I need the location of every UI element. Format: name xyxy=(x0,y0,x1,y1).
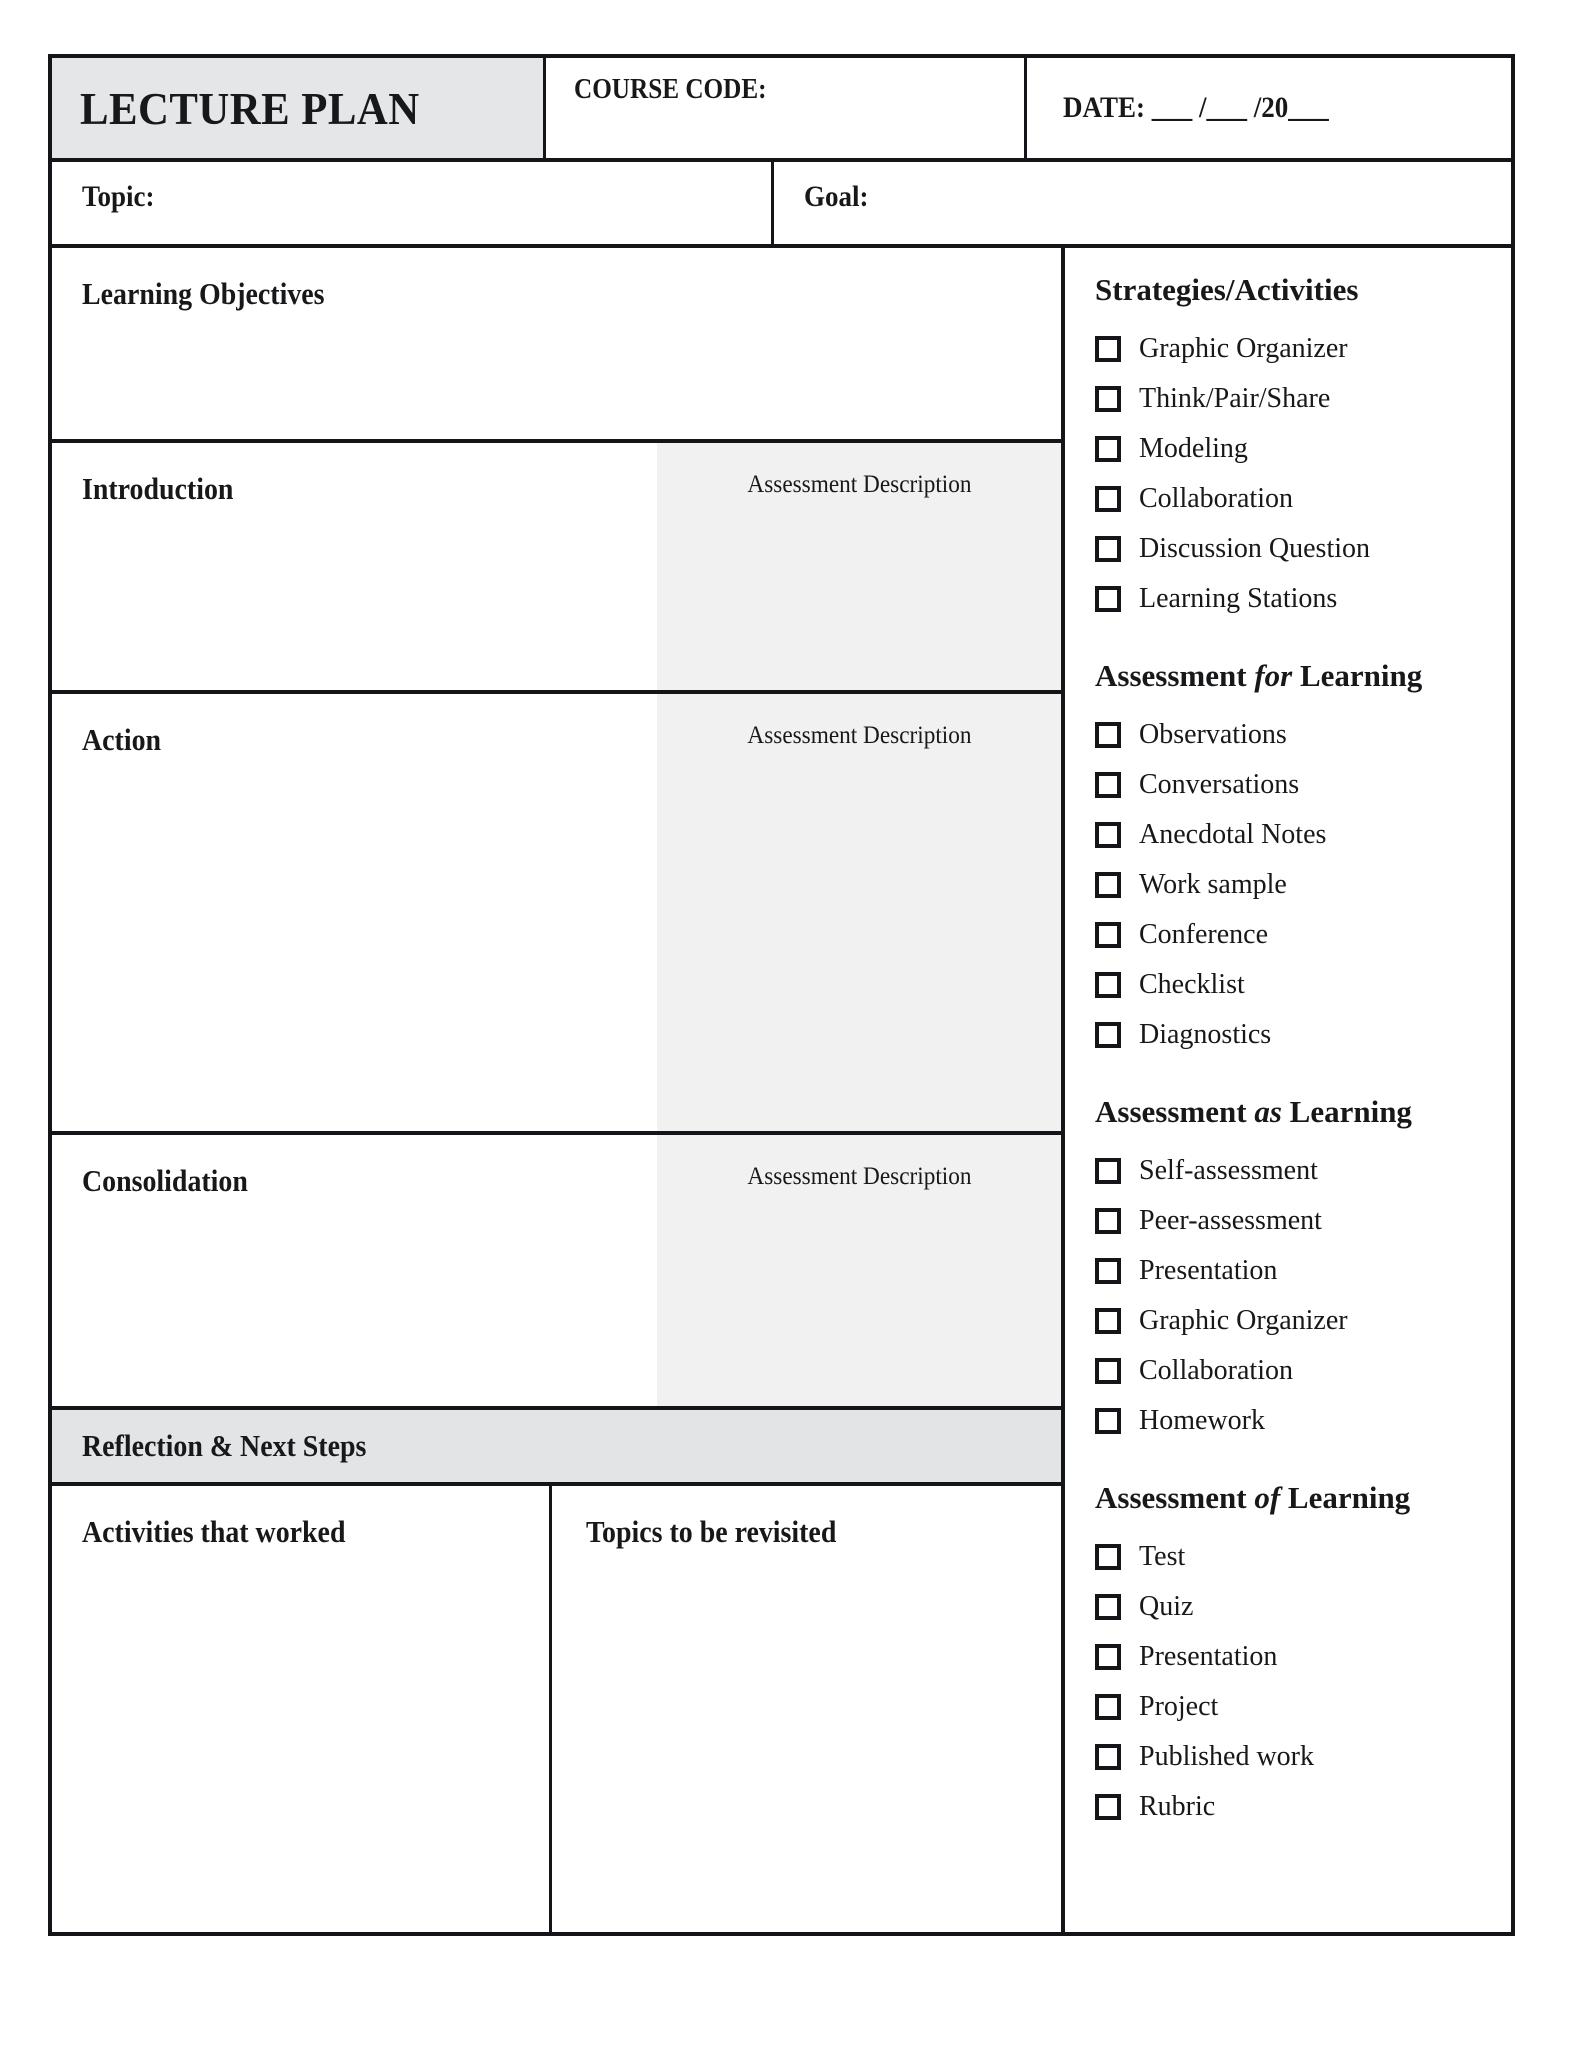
action-assessment-field[interactable] xyxy=(657,694,1061,1131)
section-action xyxy=(52,694,1061,1135)
checklist-item[interactable] xyxy=(1095,1732,1511,1782)
section-learning-objectives xyxy=(52,248,1061,443)
checklist-item[interactable] xyxy=(1095,424,1511,474)
checklist-item-label: Modeling xyxy=(1139,433,1248,464)
checkbox-icon[interactable] xyxy=(1095,1208,1121,1234)
checkbox-icon[interactable] xyxy=(1095,586,1121,612)
topics-to-be-revisited-field[interactable] xyxy=(552,1486,1061,1932)
introduction-assessment-label: Assessment Description xyxy=(746,471,972,498)
checklist-item-label: Collaboration xyxy=(1139,1355,1293,1386)
checklist-item[interactable] xyxy=(1095,474,1511,524)
checklist-item-label: Anecdotal Notes xyxy=(1139,819,1327,850)
checkbox-icon[interactable] xyxy=(1095,1308,1121,1334)
checklist-item-label: Presentation xyxy=(1139,1641,1278,1672)
action-assessment-label: Assessment Description xyxy=(746,722,972,749)
checklist-item[interactable] xyxy=(1095,374,1511,424)
assessment-of-learning-title: Assessment of Learning xyxy=(1095,1480,1411,1515)
checkbox-icon[interactable] xyxy=(1095,336,1121,362)
checklist-item[interactable] xyxy=(1095,710,1511,760)
checklist-item-label: Graphic Organizer xyxy=(1139,333,1348,364)
checkbox-icon[interactable] xyxy=(1095,872,1121,898)
checklist-item[interactable] xyxy=(1095,1582,1511,1632)
checkbox-icon[interactable] xyxy=(1095,486,1121,512)
date-cell[interactable] xyxy=(1027,58,1511,158)
checkbox-icon[interactable] xyxy=(1095,1544,1121,1570)
checkbox-icon[interactable] xyxy=(1095,772,1121,798)
checklist-item[interactable] xyxy=(1095,760,1511,810)
checkbox-icon[interactable] xyxy=(1095,922,1121,948)
course-code-cell[interactable] xyxy=(546,58,1027,158)
checklist-item-label: Work sample xyxy=(1139,869,1287,900)
learning-objectives-heading: Learning Objectives xyxy=(82,276,325,311)
checklist-item[interactable] xyxy=(1095,1532,1511,1582)
checkbox-icon[interactable] xyxy=(1095,1408,1121,1434)
date-label: DATE: ___ /___ /20___ xyxy=(1063,91,1329,124)
section-introduction xyxy=(52,443,1061,694)
checkbox-icon[interactable] xyxy=(1095,1644,1121,1670)
checklist-item-label: Published work xyxy=(1139,1741,1314,1772)
checklist-group-strategies xyxy=(1095,272,1511,624)
checklist-item[interactable] xyxy=(1095,1396,1511,1446)
checklist-item-label: Presentation xyxy=(1139,1255,1278,1286)
topic-goal-row xyxy=(52,162,1511,248)
checklist-group-assessment-as-learning xyxy=(1095,1094,1511,1446)
checkbox-icon[interactable] xyxy=(1095,722,1121,748)
course-code-label: COURSE CODE: xyxy=(574,74,767,105)
lecture-plan-form xyxy=(48,54,1515,1936)
assessment-for-learning-title: Assessment for Learning xyxy=(1095,658,1423,693)
checklist-item[interactable] xyxy=(1095,1682,1511,1732)
checklist-item[interactable] xyxy=(1095,1632,1511,1682)
checklist-item-label: Collaboration xyxy=(1139,483,1293,514)
checklist-item-label: Checklist xyxy=(1139,969,1245,1000)
form-title-cell xyxy=(52,58,546,158)
plan-sections-column xyxy=(52,248,1065,1932)
checklist-item[interactable] xyxy=(1095,574,1511,624)
goal-label: Goal: xyxy=(804,180,869,213)
page-title: LECTURE PLAN xyxy=(80,82,420,134)
checklist-item-label: Peer-assessment xyxy=(1139,1205,1322,1236)
checklist-item-label: Graphic Organizer xyxy=(1139,1305,1348,1336)
reflection-band xyxy=(52,1410,1061,1486)
learning-objectives-field[interactable] xyxy=(52,248,1061,439)
checklist-item-label: Discussion Question xyxy=(1139,533,1370,564)
checklist-item-label: Learning Stations xyxy=(1139,583,1338,614)
checklist-item-label: Conversations xyxy=(1139,769,1300,800)
checklist-item[interactable] xyxy=(1095,960,1511,1010)
checklist-item-label: Homework xyxy=(1139,1405,1265,1436)
form-body xyxy=(52,248,1511,1932)
consolidation-heading: Consolidation xyxy=(82,1163,248,1198)
checklist-item-label: Test xyxy=(1139,1541,1186,1572)
checklist-item-label: Diagnostics xyxy=(1139,1019,1272,1050)
checklist-item[interactable] xyxy=(1095,524,1511,574)
checkbox-icon[interactable] xyxy=(1095,536,1121,562)
checklist-item[interactable] xyxy=(1095,1196,1511,1246)
reflection-heading: Reflection & Next Steps xyxy=(82,1428,367,1463)
checkbox-icon[interactable] xyxy=(1095,1594,1121,1620)
checklist-item[interactable] xyxy=(1095,1296,1511,1346)
checklist-item-label: Rubric xyxy=(1139,1791,1216,1822)
checkbox-icon[interactable] xyxy=(1095,1022,1121,1048)
checkbox-icon[interactable] xyxy=(1095,1794,1121,1820)
topic-label: Topic: xyxy=(82,180,155,213)
checkbox-icon[interactable] xyxy=(1095,1694,1121,1720)
checklist-group-assessment-of-learning xyxy=(1095,1480,1511,1832)
assessment-as-learning-title: Assessment as Learning xyxy=(1095,1094,1412,1129)
checkbox-icon[interactable] xyxy=(1095,1744,1121,1770)
consolidation-assessment-field[interactable] xyxy=(657,1135,1061,1406)
topics-to-be-revisited-heading: Topics to be revisited xyxy=(586,1514,837,1549)
checkbox-icon[interactable] xyxy=(1095,1258,1121,1284)
section-consolidation xyxy=(52,1135,1061,1410)
checklist-item[interactable] xyxy=(1095,810,1511,860)
checklist-item-label: Conference xyxy=(1139,919,1269,950)
goal-field[interactable] xyxy=(774,162,1511,244)
checkbox-icon[interactable] xyxy=(1095,436,1121,462)
checklist-item[interactable] xyxy=(1095,860,1511,910)
checklist-item[interactable] xyxy=(1095,1782,1511,1832)
checkbox-icon[interactable] xyxy=(1095,1158,1121,1184)
checklist-item[interactable] xyxy=(1095,1246,1511,1296)
header-row xyxy=(52,58,1511,162)
strategies-title: Strategies/Activities xyxy=(1095,272,1359,307)
checklist-item-label: Think/Pair/Share xyxy=(1139,383,1331,414)
activities-that-worked-field[interactable] xyxy=(52,1486,552,1932)
introduction-heading: Introduction xyxy=(82,471,234,506)
reflection-columns xyxy=(52,1486,1061,1932)
checkbox-icon[interactable] xyxy=(1095,1358,1121,1384)
action-heading: Action xyxy=(82,722,162,757)
action-field[interactable] xyxy=(52,694,657,1131)
checklist-sidebar xyxy=(1065,248,1511,1932)
checklist-item-label: Project xyxy=(1139,1691,1219,1722)
activities-that-worked-heading: Activities that worked xyxy=(82,1514,346,1549)
checklist-item[interactable] xyxy=(1095,324,1511,374)
checklist-item[interactable] xyxy=(1095,1010,1511,1060)
consolidation-field[interactable] xyxy=(52,1135,657,1406)
introduction-field[interactable] xyxy=(52,443,657,690)
checklist-item-label: Quiz xyxy=(1139,1591,1194,1622)
checklist-item[interactable] xyxy=(1095,1346,1511,1396)
topic-field[interactable] xyxy=(52,162,774,244)
checklist-item[interactable] xyxy=(1095,1146,1511,1196)
checklist-item[interactable] xyxy=(1095,910,1511,960)
checkbox-icon[interactable] xyxy=(1095,822,1121,848)
checklist-item-label: Self-assessment xyxy=(1139,1155,1318,1186)
consolidation-assessment-label: Assessment Description xyxy=(746,1163,972,1190)
checkbox-icon[interactable] xyxy=(1095,972,1121,998)
checklist-item-label: Observations xyxy=(1139,719,1287,750)
introduction-assessment-field[interactable] xyxy=(657,443,1061,690)
checklist-group-assessment-for-learning xyxy=(1095,658,1511,1060)
checkbox-icon[interactable] xyxy=(1095,386,1121,412)
